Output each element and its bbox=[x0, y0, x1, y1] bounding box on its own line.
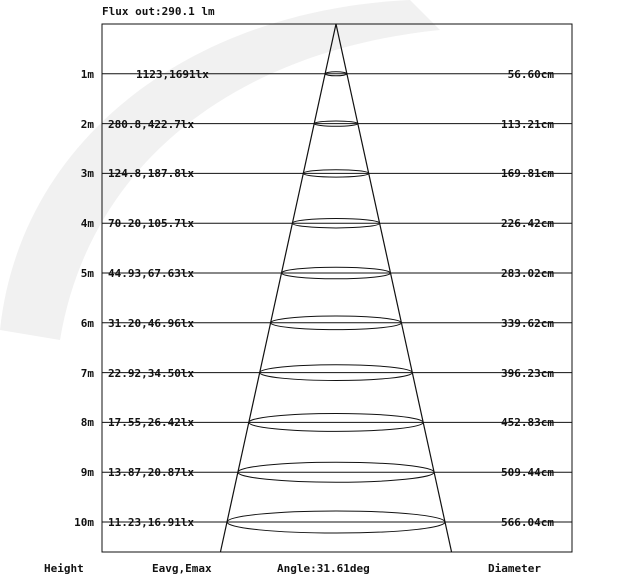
row-diameter: 396.23cm bbox=[501, 366, 554, 380]
row-height: 8m bbox=[80, 416, 94, 430]
row-illuminance: 1123,1691lx bbox=[136, 67, 209, 81]
row-illuminance: 124.8,187.8lx bbox=[108, 167, 195, 181]
row-diameter: 226.42cm bbox=[501, 217, 554, 231]
footer-eavg-emax-label: Eavg,Emax bbox=[152, 562, 212, 575]
row-height: 7m bbox=[80, 366, 94, 380]
row-diameter: 452.83cm bbox=[501, 416, 554, 430]
row-illuminance: 17.55,26.42lx bbox=[108, 416, 195, 430]
row-diameter: 339.62cm bbox=[501, 316, 554, 330]
beam-ellipses bbox=[227, 72, 445, 533]
row-illuminance: 280.8,422.7lx bbox=[108, 117, 195, 131]
row-height: 4m bbox=[80, 217, 94, 231]
row-height: 9m bbox=[80, 466, 94, 480]
row-diameter: 566.04cm bbox=[501, 516, 554, 529]
row-height: 3m bbox=[80, 167, 94, 181]
row-diameter: 56.60cm bbox=[507, 67, 554, 81]
row-diameter: 509.44cm bbox=[501, 466, 554, 480]
row-illuminance: 31.20,46.96lx bbox=[108, 316, 195, 330]
row-diameter: 169.81cm bbox=[501, 167, 554, 181]
light-cone bbox=[220, 24, 451, 552]
row-diameter: 283.02cm bbox=[501, 267, 554, 280]
row-illuminance: 13.87,20.87lx bbox=[108, 466, 195, 480]
flux-output: Flux out:290.1 lm bbox=[102, 5, 215, 18]
row-diameter: 113.21cm bbox=[501, 117, 554, 131]
footer-diameter-label: Diameter bbox=[488, 562, 541, 575]
row-illuminance: 70.20,105.7lx bbox=[108, 217, 195, 231]
row-lines bbox=[102, 74, 572, 522]
row-illuminance: 44.93,67.63lx bbox=[108, 267, 195, 280]
row-height: 6m bbox=[80, 316, 94, 330]
footer-angle-label: Angle:31.61deg bbox=[277, 562, 370, 575]
row-illuminance: 11.23,16.91lx bbox=[108, 516, 195, 529]
row-illuminance: 22.92,34.50lx bbox=[108, 366, 195, 380]
row-height: 5m bbox=[80, 267, 94, 280]
row-height: 10m bbox=[74, 516, 94, 529]
row-height: 2m bbox=[80, 117, 94, 131]
row-height: 1m bbox=[80, 67, 94, 81]
footer-height-label: Height bbox=[44, 562, 84, 575]
